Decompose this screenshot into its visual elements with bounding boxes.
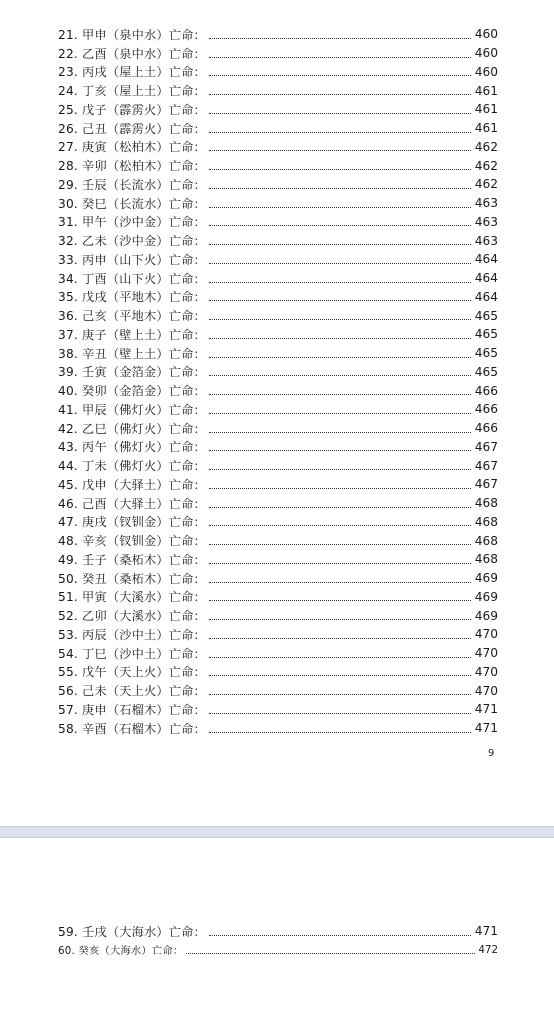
toc-entry-title: 57. 庚申（石榴木）亡命： xyxy=(58,702,206,717)
toc-entry[interactable] xyxy=(58,325,498,344)
dot-leader xyxy=(209,169,471,170)
toc-entry[interactable] xyxy=(58,250,498,269)
dot-leader xyxy=(209,94,471,95)
toc-entry[interactable] xyxy=(58,438,498,457)
toc-entry-page-number: 469 xyxy=(474,589,498,604)
dot-leader xyxy=(209,450,471,451)
toc-entry-page-number: 464 xyxy=(474,252,498,267)
toc-entry-page-number: 472 xyxy=(478,943,498,956)
toc-entry-title: 52. 乙卯（大溪水）亡命： xyxy=(58,609,206,624)
toc-entry-title: 41. 甲辰（佛灯火）亡命： xyxy=(58,402,206,417)
toc-entry-page-number: 461 xyxy=(474,102,498,117)
toc-entry-page-number: 463 xyxy=(474,196,498,211)
toc-entry-title: 54. 丁巳（沙中土）亡命： xyxy=(58,646,206,661)
toc-entry-title: 46. 己酉（大驿土）亡命： xyxy=(58,496,206,511)
toc-entry[interactable] xyxy=(58,569,498,588)
toc-entry-title: 42. 乙巳（佛灯火）亡命： xyxy=(58,421,206,436)
toc-entry-title: 55. 戊午（天上火）亡命： xyxy=(58,665,206,680)
toc-entry-title: 43. 丙午（佛灯火）亡命： xyxy=(58,440,206,455)
toc-entry-page-number: 467 xyxy=(474,439,498,454)
toc-entry-page-number: 471 xyxy=(474,702,498,717)
toc-entry-title: 38. 辛丑（壁上土）亡命： xyxy=(58,346,206,361)
toc-entry[interactable] xyxy=(58,606,498,625)
toc-entry-title: 30. 癸巳（长流水）亡命： xyxy=(58,196,206,211)
dot-leader xyxy=(209,488,471,489)
toc-entry-title: 51. 甲寅（大溪水）亡命： xyxy=(58,590,206,605)
toc-entry[interactable] xyxy=(58,175,498,194)
dot-leader xyxy=(209,525,471,526)
toc-entry[interactable] xyxy=(58,700,498,719)
table-of-contents-page-2 xyxy=(58,922,498,959)
dot-leader xyxy=(209,75,471,76)
toc-entry-page-number: 466 xyxy=(474,402,498,417)
toc-entry[interactable] xyxy=(58,475,498,494)
toc-entry-page-number: 460 xyxy=(474,27,498,42)
toc-entry-title: 53. 丙辰（沙中土）亡命： xyxy=(58,627,206,642)
dot-leader xyxy=(209,675,471,676)
toc-entry-title: 48. 辛亥（钗钏金）亡命： xyxy=(58,534,206,549)
dot-leader xyxy=(209,935,471,936)
dot-leader xyxy=(209,319,471,320)
toc-entry-page-number: 465 xyxy=(474,364,498,379)
dot-leader xyxy=(209,657,471,658)
dot-leader xyxy=(209,600,471,601)
dot-leader xyxy=(209,469,471,470)
toc-entry[interactable] xyxy=(58,625,498,644)
toc-entry[interactable] xyxy=(58,100,498,119)
toc-entry-title: 31. 甲午（沙中金）亡命： xyxy=(58,215,206,230)
toc-entry[interactable] xyxy=(58,363,498,382)
dot-leader xyxy=(209,263,471,264)
toc-entry-page-number: 460 xyxy=(474,46,498,61)
dot-leader xyxy=(209,544,471,545)
toc-entry-title: 37. 庚子（壁上土）亡命： xyxy=(58,327,206,342)
dot-leader xyxy=(209,413,471,414)
dot-leader xyxy=(209,113,471,114)
dot-leader xyxy=(209,732,471,733)
toc-entry[interactable] xyxy=(58,138,498,157)
toc-entry[interactable] xyxy=(58,231,498,250)
dot-leader xyxy=(209,338,471,339)
toc-entry[interactable] xyxy=(58,81,498,100)
toc-entry[interactable] xyxy=(58,25,498,44)
toc-entry-title: 26. 己丑（霹雳火）亡命： xyxy=(58,121,206,136)
toc-entry-page-number: 470 xyxy=(474,683,498,698)
toc-entry[interactable] xyxy=(58,381,498,400)
toc-entry-title: 35. 戊戌（平地木）亡命： xyxy=(58,290,206,305)
toc-entry-title: 25. 戊子（霹雳火）亡命： xyxy=(58,102,206,117)
toc-entry-page-number: 462 xyxy=(474,139,498,154)
toc-entry-page-number: 464 xyxy=(474,289,498,304)
toc-entry-page-number: 465 xyxy=(474,327,498,342)
toc-entry-page-number: 468 xyxy=(474,514,498,529)
toc-entry[interactable] xyxy=(58,269,498,288)
toc-entry[interactable] xyxy=(58,400,498,419)
dot-leader xyxy=(209,132,471,133)
dot-leader xyxy=(209,694,471,695)
toc-entry[interactable] xyxy=(58,644,498,663)
dot-leader xyxy=(209,563,471,564)
toc-entry-title: 58. 辛酉（石榴木）亡命： xyxy=(58,721,206,736)
toc-entry-page-number: 464 xyxy=(474,271,498,286)
toc-entry-page-number: 462 xyxy=(474,158,498,173)
toc-entry-page-number: 463 xyxy=(474,233,498,248)
toc-entry[interactable] xyxy=(58,681,498,700)
toc-entry-page-number: 468 xyxy=(474,552,498,567)
toc-entry-title: 49. 壬子（桑柘木）亡命： xyxy=(58,552,206,567)
page-separator xyxy=(0,826,554,838)
toc-entry-page-number: 468 xyxy=(474,496,498,511)
dot-leader xyxy=(209,375,471,376)
toc-entry[interactable] xyxy=(58,588,498,607)
dot-leader xyxy=(209,357,471,358)
dot-leader xyxy=(209,713,471,714)
toc-entry[interactable] xyxy=(58,119,498,138)
toc-entry-page-number: 470 xyxy=(474,627,498,642)
table-of-contents-page-1 xyxy=(58,25,498,738)
toc-entry-page-number: 467 xyxy=(474,477,498,492)
dot-leader xyxy=(209,300,471,301)
toc-entry[interactable] xyxy=(58,456,498,475)
toc-entry-page-number: 462 xyxy=(474,177,498,192)
toc-entry-title: 29. 壬辰（长流水）亡命： xyxy=(58,177,206,192)
dot-leader xyxy=(209,507,471,508)
toc-entry-title: 59. 壬戌（大海水）亡命： xyxy=(58,924,206,939)
toc-entry-page-number: 469 xyxy=(474,608,498,623)
dot-leader xyxy=(209,38,471,39)
toc-entry-page-number: 461 xyxy=(474,83,498,98)
dot-leader xyxy=(209,57,471,58)
toc-entry-page-number: 468 xyxy=(474,533,498,548)
toc-entry-page-number: 470 xyxy=(474,664,498,679)
dot-leader xyxy=(209,638,471,639)
toc-entry-page-number: 470 xyxy=(474,646,498,661)
toc-entry[interactable] xyxy=(58,494,498,513)
toc-entry-title: 60. 癸亥（大海水）亡命： xyxy=(58,945,184,958)
toc-entry-page-number: 463 xyxy=(474,214,498,229)
toc-entry[interactable] xyxy=(58,513,498,532)
dot-leader xyxy=(186,953,475,954)
dot-leader xyxy=(209,282,471,283)
toc-entry-title: 36. 己亥（平地木）亡命： xyxy=(58,309,206,324)
toc-entry-page-number: 471 xyxy=(474,721,498,736)
toc-entry-title: 44. 丁未（佛灯火）亡命： xyxy=(58,459,206,474)
toc-entry-title: 45. 戊申（大驿土）亡命： xyxy=(58,477,206,492)
toc-entry-title: 40. 癸卯（金箔金）亡命： xyxy=(58,384,206,399)
toc-entry[interactable] xyxy=(58,194,498,213)
toc-entry-title: 39. 壬寅（金箔金）亡命： xyxy=(58,365,206,380)
dot-leader xyxy=(209,432,471,433)
toc-entry[interactable] xyxy=(58,213,498,232)
toc-entry-page-number: 466 xyxy=(474,421,498,436)
toc-entry-title: 28. 辛卯（松柏木）亡命： xyxy=(58,159,206,174)
toc-entry-title: 23. 丙戌（屋上土）亡命： xyxy=(58,65,206,80)
page-number: 9 xyxy=(488,748,495,759)
toc-entry[interactable] xyxy=(58,531,498,550)
toc-entry[interactable] xyxy=(58,344,498,363)
toc-entry-page-number: 469 xyxy=(474,571,498,586)
toc-entry-title: 24. 丁亥（屋上土）亡命： xyxy=(58,84,206,99)
toc-entry[interactable] xyxy=(58,922,498,941)
toc-entry-page-number: 467 xyxy=(474,458,498,473)
toc-entry-title: 22. 乙酉（泉中水）亡命： xyxy=(58,46,206,61)
dot-leader xyxy=(209,394,471,395)
toc-entry[interactable] xyxy=(58,419,498,438)
dot-leader xyxy=(209,225,471,226)
toc-entry-title: 50. 癸丑（桑柘木）亡命： xyxy=(58,571,206,586)
toc-entry-page-number: 471 xyxy=(474,924,498,939)
toc-entry-title: 21. 甲申（泉中水）亡命： xyxy=(58,27,206,42)
dot-leader xyxy=(209,207,471,208)
toc-entry[interactable] xyxy=(58,663,498,682)
toc-entry[interactable] xyxy=(58,550,498,569)
toc-entry-title: 56. 己未（天上火）亡命： xyxy=(58,684,206,699)
dot-leader xyxy=(209,244,471,245)
dot-leader xyxy=(209,188,471,189)
toc-entry-title: 33. 丙申（山下火）亡命： xyxy=(58,252,206,267)
toc-entry-page-number: 465 xyxy=(474,346,498,361)
toc-entry[interactable] xyxy=(58,288,498,307)
toc-entry[interactable] xyxy=(58,44,498,63)
toc-entry[interactable] xyxy=(58,719,498,738)
toc-entry-title: 27. 庚寅（松柏木）亡命： xyxy=(58,140,206,155)
toc-entry-page-number: 460 xyxy=(474,64,498,79)
dot-leader xyxy=(209,150,471,151)
toc-entry-page-number: 461 xyxy=(474,121,498,136)
toc-entry[interactable] xyxy=(58,63,498,82)
toc-entry-page-number: 465 xyxy=(474,308,498,323)
toc-entry[interactable] xyxy=(58,306,498,325)
toc-entry[interactable] xyxy=(58,941,498,959)
dot-leader xyxy=(209,582,471,583)
toc-entry-title: 32. 乙未（沙中金）亡命： xyxy=(58,234,206,249)
toc-entry-page-number: 466 xyxy=(474,383,498,398)
dot-leader xyxy=(209,619,471,620)
toc-entry-title: 34. 丁酉（山下火）亡命： xyxy=(58,271,206,286)
toc-entry-title: 47. 庚戌（钗钏金）亡命： xyxy=(58,515,206,530)
toc-entry[interactable] xyxy=(58,156,498,175)
